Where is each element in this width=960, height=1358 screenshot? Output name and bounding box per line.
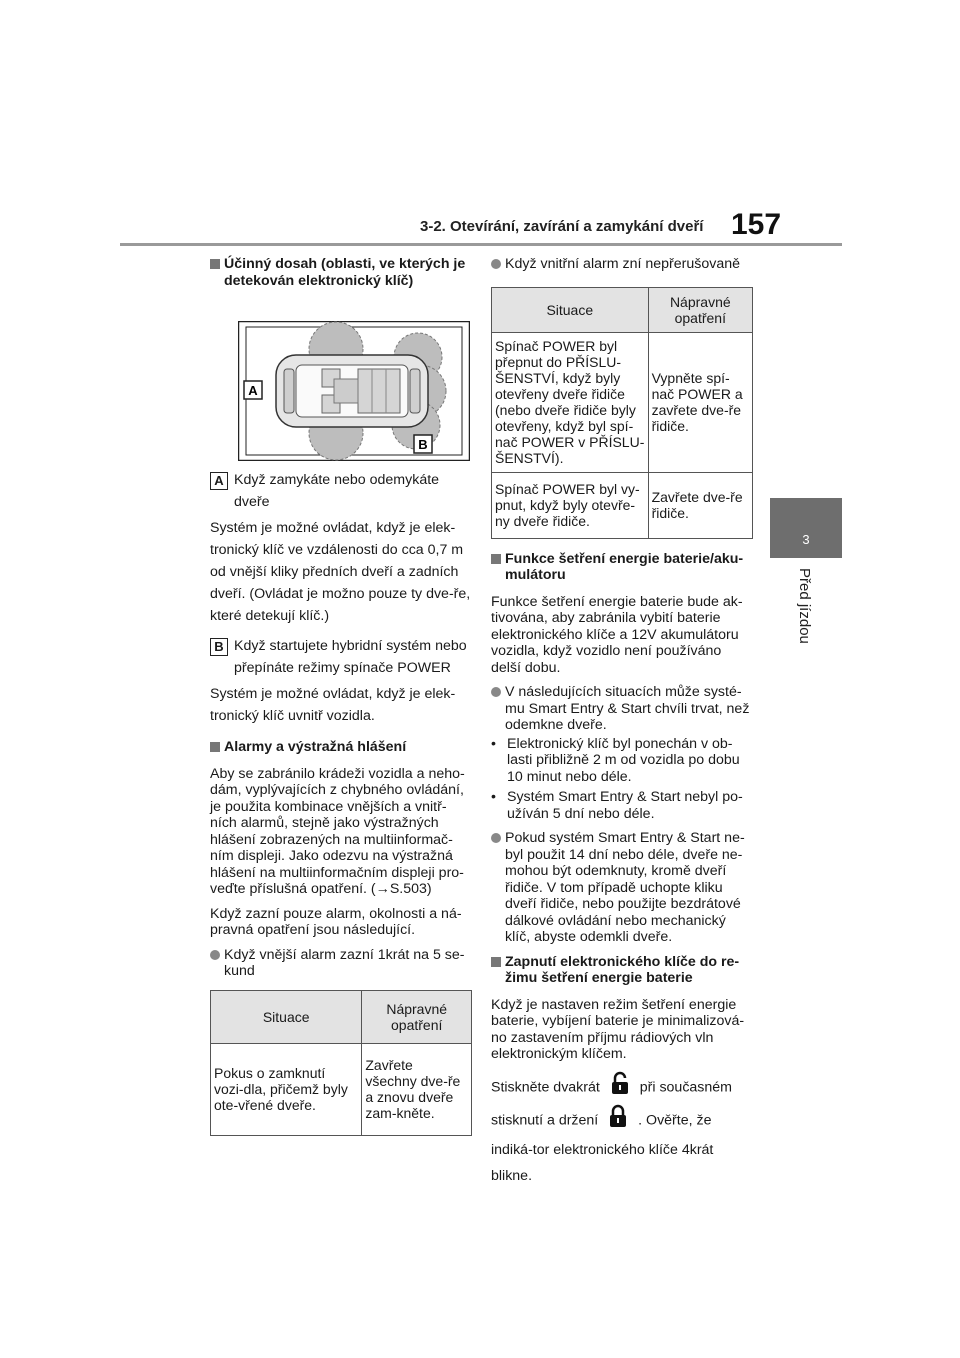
label-b-marker [414,435,432,453]
label-b-text: Když startujete hybridní systém nebo přepínáte režimy spínače POWER [234,638,467,676]
label-b-row [210,635,472,679]
table-header-situation: Situace [211,990,362,1043]
left-column [210,256,472,1136]
square-bullet-icon [210,742,220,752]
table-row [211,1043,472,1135]
chapter-tab [770,498,842,558]
table-cell: Zavřete dve-ře řidiče. [648,472,752,538]
table-cell: Vypněte spí-nač POWER a zavřete dve-ře řidiče. [648,332,752,472]
int-alarm-bullet: Když vnitřní alarm zní nepřerušovaně [491,256,753,273]
table-row [492,332,753,472]
table-cell: Spínač POWER byl vy-pnut, když byly otevře-ny dveře řidiče. [492,472,649,538]
section-title: 3-2. Otevírání, zavírání a zamykání dveří [420,218,704,235]
ext-alarm-table [210,990,472,1136]
square-bullet-icon [491,554,501,564]
page-number: 157 [731,208,782,241]
int-alarm-table [491,287,753,539]
lock-icon [608,1104,628,1137]
bullet-14-days: Pokud systém Smart Entry & Start ne-byl použit 14 dní nebo déle, dveře ne-mohou být odemknuty, kromě dveří řidiče. V tom případě uchopte kliku dveří řidiče, nebo použijte bezdrátové dálkové ovládání nebo mechanický klíč, abyste odemkli dveře. [491,830,753,946]
bullet-delay: V následujících situacích může systé-mu Smart Entry & Start chvíli trvat, než odemkne dveře. [491,684,753,734]
round-bullet-icon [491,259,501,269]
table-header-remedy: Nápravné opatření [648,287,752,332]
round-bullet-icon [491,833,501,843]
range-b-text: Systém je možné ovládat, když je elek-tronický klíč uvnitř vozidla. [210,686,456,724]
table-cell: Spínač POWER byl přepnut do PŘÍSLU-ŠENSTVÍ, když byly otevřeny dveře řidiče (nebo dveře řidiče byly otevřeny, když byl spí-nač POWER v PŘÍSLU-ŠENSTVÍ). [492,332,649,472]
keymode-instruction: Stiskněte dvakrát při současném stisknutí a držení . Ověřte, že indiká-tor elektronického klíče 4krát blikne. [491,1071,753,1189]
battery-heading: Funkce šetření energie baterie/aku-mulátoru [491,551,753,584]
range-heading: Účinný dosah (oblasti, ve kterých je detekován elektronický klíč) [210,256,472,289]
square-bullet-icon [210,259,220,269]
round-bullet-icon [210,950,220,960]
svg-text:A: A [248,383,258,398]
label-a-badge: A [210,472,228,490]
label-b-badge: B [210,638,228,656]
table-cell: Zavřete všechny dve-ře a znovu dveře zam-kněte. [362,1043,472,1135]
ext-alarm-bullet: Když vnější alarm zazní 1krát na 5 se-kund [210,947,472,980]
chapter-number: 3 [802,532,810,547]
right-column [491,256,753,1197]
label-a-marker [244,381,262,399]
keymode-text: Když je nastaven režim šetření energie baterie, vybíjení baterie je minimalizová-no zastavením příjmu rádiových vln elektronickým klíčem. [491,996,745,1062]
battery-text: Funkce šetření energie baterie bude ak-tivována, aby zabránila vybití baterie elektronického klíče a 12V akumulátoru vozidla, když vozidlo není používáno delší dobu. [491,593,743,676]
keymode-heading: Zapnutí elektronického klíče do re-žimu šetření energie baterie [491,954,753,987]
vehicle-range-diagram [238,321,470,461]
unlock-icon [610,1071,630,1104]
svg-text:B: B [418,437,428,452]
label-a-row [210,469,472,513]
alarm-text-2: Když zazní pouze alarm, okolnosti a ná-pravná opatření jsou následující. [210,905,462,938]
chapter-title: Před jízdou [796,568,813,644]
alarm-heading: Alarmy a výstražná hlášení [210,739,472,756]
table-row [492,472,753,538]
list-item: • Systém Smart Entry & Start nebyl po-užíván 5 dní nebo déle. [491,789,743,822]
car-top-view [276,355,428,427]
table-header-remedy: Nápravné opatření [362,990,472,1043]
range-a-text: Systém je možné ovládat, když je elek-tronický klíč ve vzdálenosti do cca 0,7 m od vnější kliky předních dveří a zadních dveří. (Ovládat je možno pouze ty dve-ře, které detekují klíč.) [210,520,471,624]
header-divider [120,243,842,246]
range-diagram [238,321,470,461]
table-cell: Pokus o zamknutí vozi-dla, přičemž byly ote-vřené dveře. [211,1043,362,1135]
table-header-situation: Situace [492,287,649,332]
list-item: • Elektronický klíč byl ponechán v ob-lasti přibližně 2 m od vozidla po dobu 10 minut nebo déle. [491,735,740,785]
square-bullet-icon [491,957,501,967]
round-bullet-icon [491,687,501,697]
label-a-text: Když zamykáte nebo odemykáte dveře [234,472,440,510]
alarm-text: Aby se zabránilo krádeži vozidla a neho-dám, vyplývajících z chybného ovládání, je použita kombinace vnějších a vnitř-ních alarmů, stejně jako výstražných hlášení zobrazených na multiinformač-ním displeji. Jako odezvu na výstražná hlášení na multiinformačním displeji pro-veďte příslušná opatření. (→S.503) [210,765,465,897]
